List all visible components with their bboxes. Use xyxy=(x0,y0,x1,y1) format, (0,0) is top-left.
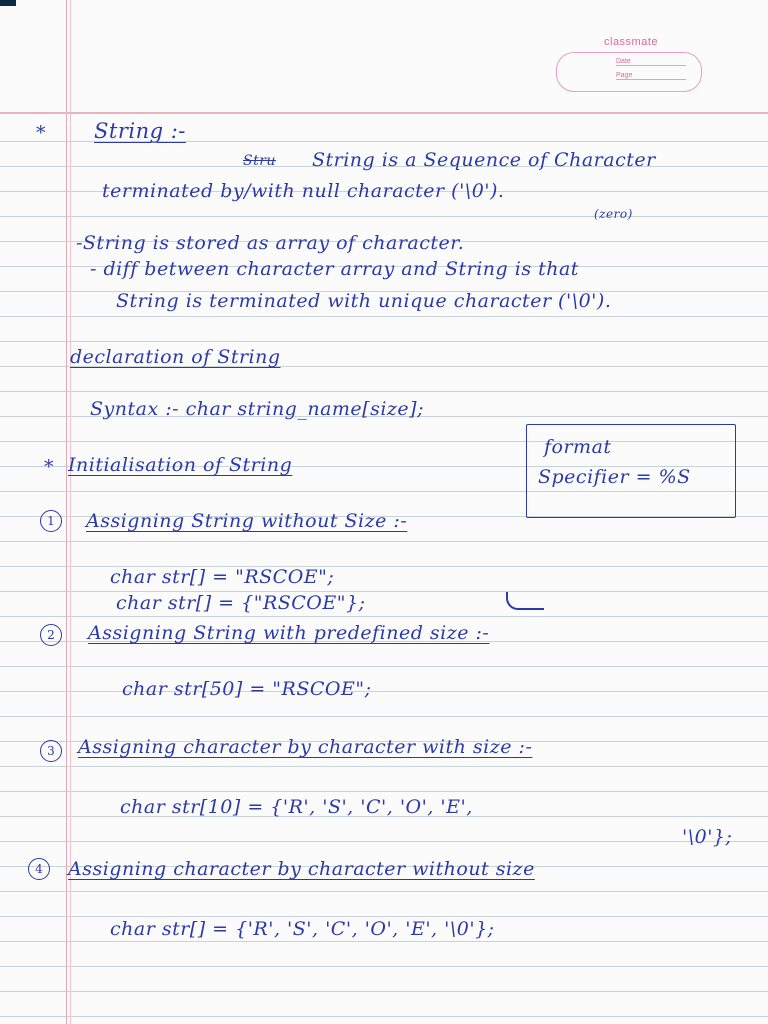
initialisation-heading: Initialisation of String xyxy=(68,454,293,476)
page-field: Page xyxy=(616,72,686,80)
code-1b: char str[] = {"RSCOE"}; xyxy=(116,592,366,614)
code-1a: char str[] = "RSCOE"; xyxy=(110,566,335,588)
code-3b: '\0'}; xyxy=(682,826,733,848)
bullet-star-2: * xyxy=(44,456,54,478)
code-4: char str[] = {'R', 'S', 'C', 'O', 'E', '\0'}; xyxy=(110,918,495,940)
header-rule xyxy=(0,112,768,114)
method-2-heading: Assigning String with predefined size :- xyxy=(88,622,490,644)
struck-word: Stru xyxy=(243,153,276,169)
point-1: -String is stored as array of character. xyxy=(76,232,465,254)
point-2: - diff between character array and String is that xyxy=(90,258,579,280)
date-field: Date xyxy=(616,58,686,66)
bullet-star: * xyxy=(36,122,46,144)
classmate-stamp xyxy=(556,36,704,98)
zero-note: (zero) xyxy=(594,207,633,221)
title-string: String :- xyxy=(94,119,186,143)
method-3-heading: Assigning character by character with size :- xyxy=(78,736,533,758)
format-box-line-2: Specifier = %S xyxy=(538,466,691,488)
brand-logo-text: classmate xyxy=(604,36,659,48)
number-circle-2: 2 xyxy=(40,624,62,646)
definition-line-2: terminated by/with null character ('\0'). xyxy=(102,180,505,202)
code-3a: char str[10] = {'R', 'S', 'C', 'O', 'E', xyxy=(120,796,473,818)
declaration-heading: declaration of String xyxy=(70,346,281,368)
check-mark xyxy=(506,592,544,610)
definition-line-1: String is a Sequence of Character xyxy=(312,149,656,171)
syntax-line: Syntax :- char string_name[size]; xyxy=(90,398,424,420)
method-1-heading: Assigning String without Size :- xyxy=(86,510,408,532)
number-circle-3: 3 xyxy=(40,740,62,762)
format-box-line-1: format xyxy=(544,436,612,458)
point-3: String is terminated with unique character ('\0'). xyxy=(116,290,612,312)
number-circle-4: 4 xyxy=(28,858,50,880)
margin-line xyxy=(66,0,67,1024)
method-4-heading: Assigning character by character without size xyxy=(68,858,535,880)
code-2: char str[50] = "RSCOE"; xyxy=(122,678,372,700)
number-circle-1: 1 xyxy=(40,510,62,532)
page-corner xyxy=(0,0,16,6)
